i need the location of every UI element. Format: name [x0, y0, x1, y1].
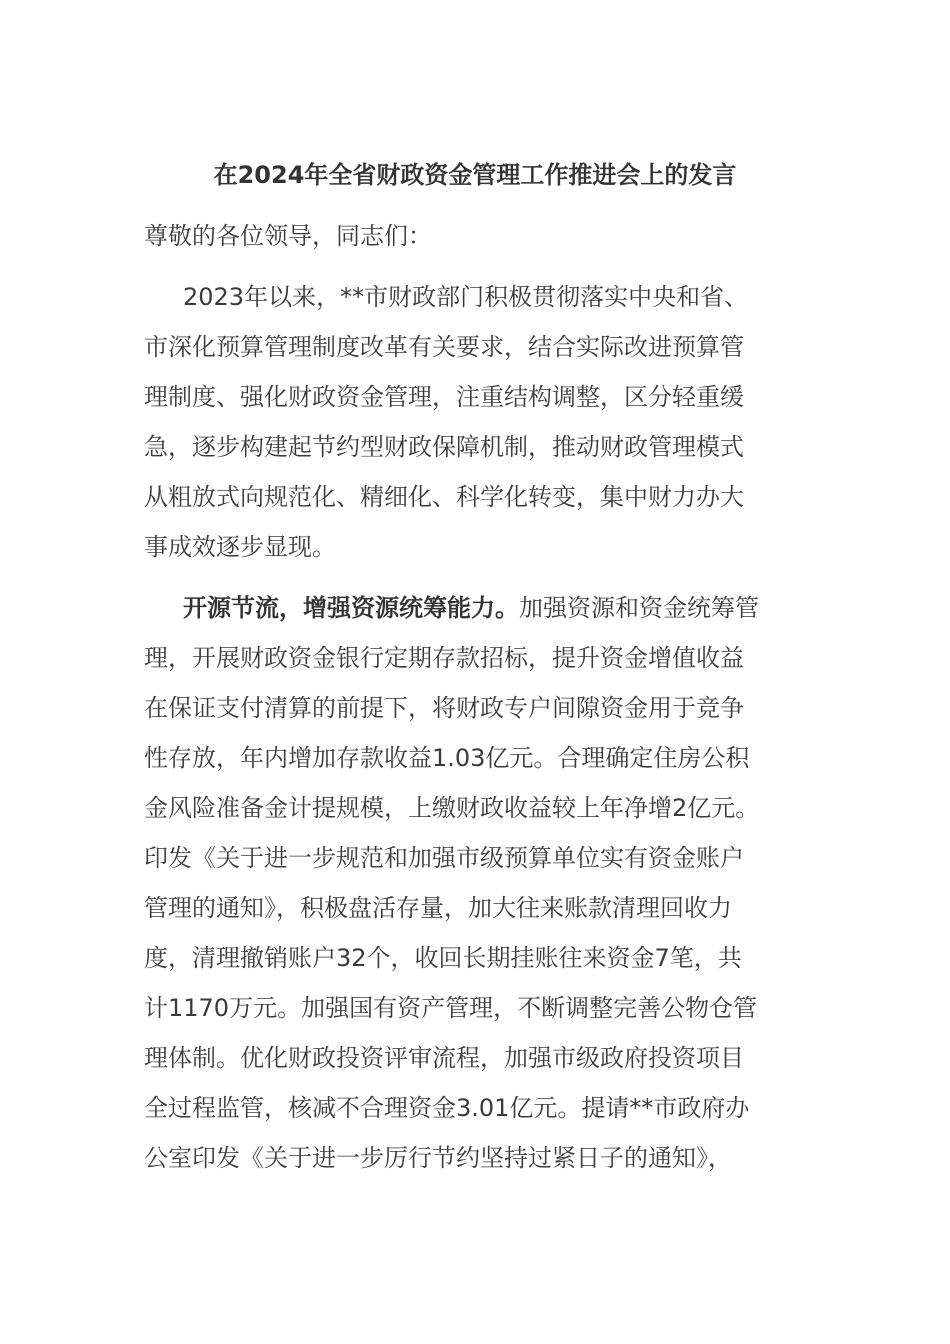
text-line: 公室印发《关于进一步厉行节约坚持过紧日子的通知》，	[144, 1144, 732, 1172]
salutation: 尊敬的各位领导，同志们：	[144, 222, 432, 250]
text-line: 从粗放式向规范化、精细化、科学化转变，集中财力办大	[144, 483, 744, 511]
text-line	[144, 583, 824, 633]
text-span: 加强资源和资金统筹管	[519, 594, 759, 622]
paragraph-open-source	[144, 583, 824, 1183]
text-line: 金风险准备金计提规模，上缴财政收益较上年净增2亿元。	[144, 794, 760, 822]
text-line: 急，逐步构建起节约型财政保障机制，推动财政管理模式	[144, 433, 744, 461]
text-line: 全过程监管，核减不合理资金3.01亿元。提请**市政府办	[144, 1094, 750, 1122]
text-line: 市深化预算管理制度改革有关要求，结合实际改进预算管	[144, 333, 744, 361]
text-line: 度，清理撤销账户32个，收回长期挂账往来资金7笔，共	[144, 944, 742, 972]
text-line: 在保证支付清算的前提下，将财政专户间隙资金用于竞争	[144, 694, 744, 722]
section-heading: 开源节流，增强资源统筹能力。	[183, 594, 519, 622]
text-line: 理制度、强化财政资金管理，注重结构调整，区分轻重缓	[144, 383, 744, 411]
text-line: 管理的通知》，积极盘活存量，加大往来账款清理回收力	[144, 894, 732, 922]
text-line: 理体制。优化财政投资评审流程，加强市级政府投资项目	[144, 1044, 744, 1072]
paragraph-intro	[144, 272, 824, 572]
text-line: 印发《关于进一步规范和加强市级预算单位实有资金账户	[144, 844, 744, 872]
text-line: 计1170万元。加强国有资产管理，不断调整完善公物仓管	[144, 994, 758, 1022]
text-line: 理，开展财政资金银行定期存款招标，提升资金增值收益	[144, 644, 744, 672]
text-line: 事成效逐步显现。	[144, 533, 336, 561]
text-line: 2023年以来，**市财政部门积极贯彻落实中央和省、	[183, 283, 749, 311]
page-title: 在2024年全省财政资金管理工作推进会上的发言	[213, 161, 737, 189]
text-line: 性存放，年内增加存款收益1.03亿元。合理确定住房公积	[144, 744, 750, 772]
